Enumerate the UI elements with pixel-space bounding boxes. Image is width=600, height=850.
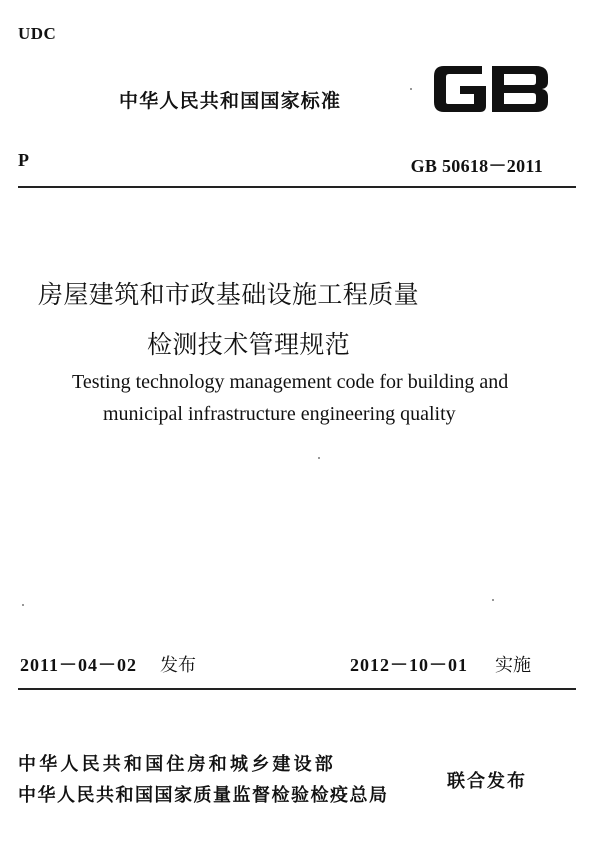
scan-speck [22,604,24,606]
issue-date: 2011－04－02 [20,655,138,675]
header-divider [18,186,576,188]
issuer-aqsiq: 中华人民共和国国家质量监督检验检疫总局 [18,785,389,806]
gb-logo-b-shape [492,66,548,112]
implementation-label: 实施 [495,655,531,676]
en-title-line-1: Testing technology management code for building and [72,371,509,393]
joint-issue-label: 联合发布 [447,771,527,792]
standard-type-title: 中华人民共和国国家标准 [119,90,342,112]
issuer-ministry-housing: 中华人民共和国住房和城乡建设部 [18,754,336,775]
scan-speck [318,457,320,459]
issue-label: 发布 [160,655,196,676]
implementation-date: 2012－10－01 [350,655,468,675]
gb-logo [430,60,552,118]
udc-label: UDC [18,24,57,43]
cn-title-line-1: 房屋建筑和市政基础设施工程质量 [38,280,420,309]
scan-speck [492,599,494,601]
footer-divider [18,688,576,690]
cn-title-line-2: 检测技术管理规范 [147,330,351,359]
scan-speck [410,88,412,90]
classification-code: P [18,150,29,170]
en-title-line-2: municipal infrastructure engineering quality [103,403,456,425]
standard-number: GB 50618－2011 [410,156,543,176]
gb-logo-g-shape [434,66,486,112]
